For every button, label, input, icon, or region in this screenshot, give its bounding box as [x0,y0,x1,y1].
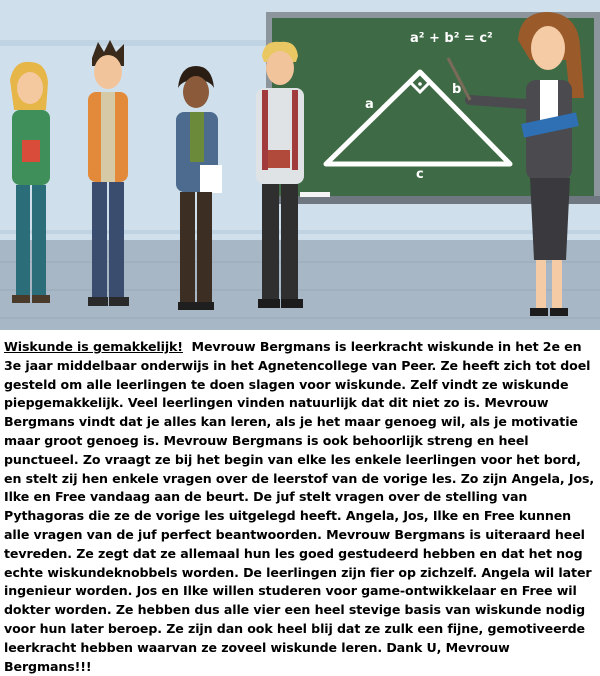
floor [0,240,600,330]
pythagoras-formula: a² + b² = c² [410,31,493,46]
classroom-illustration [0,0,600,330]
story-title: Wiskunde is gemakkelijk! [4,339,183,354]
side-b-label: b [452,82,462,97]
side-c-label: c [416,167,424,182]
side-a-label: a [365,97,374,112]
chalk [300,192,330,197]
story-body: Mevrouw Bergmans is leerkracht wiskunde in het 2e en 3e jaar middelbaar onderwijs in het Agnetencollege van Peer. Ze heeft zich tot doel gesteld om alle leerlingen te doen slagen voor wiskunde. Zelf vindt ze wiskunde piepgemakkelijk. Veel leerlingen vinden natuurlijk dat dit niet zo is. Mevrouw Bergmans vindt dat je alles kan leren, als je het maar genoeg wil, als je motivatie maar groot genoeg is. Mevrouw Bergmans is ook behoorlijk streng en heel punctueel. Zo vraagt ze bij het begin van elke les enkele leerlingen voor het bord, en stelt zij hen enkele vragen over de leerstof van de vorige les. Zo zijn Angela, Jos, Ilke en Free vandaag aan de beurt. De juf stelt vragen over de stelling van Pythagoras die ze de vorige les uitgelegd heeft. Angela, Jos, Ilke en Free kunnen alle vragen van de juf perfect beantwoorden. Mevrouw Bergmans is uiteraard heel tevreden. Ze zegt dat ze allemaal hun les goed gestudeerd hebben en dat het nog echte wiskundeknobbels worden. De leerlingen zijn fier op zichzelf. Angela wil later ingenieur worden. Jos en Ilke willen studeren voor game-ontwikkelaar en Free wil dokter worden. Ze hebben dus alle vier een heel stevige basis van wiskunde nodig voor hun later beroep. Ze zijn dan ook heel blij dat ze zulk een fijne, gemotiveerde leerkracht hebben waarvan ze zoveel wiskunde leren. Dank U, Mevrouw Bergmans!!! [4,339,595,674]
teacher-arm [470,100,526,104]
student-angela [10,62,50,303]
story-text [4,338,598,676]
